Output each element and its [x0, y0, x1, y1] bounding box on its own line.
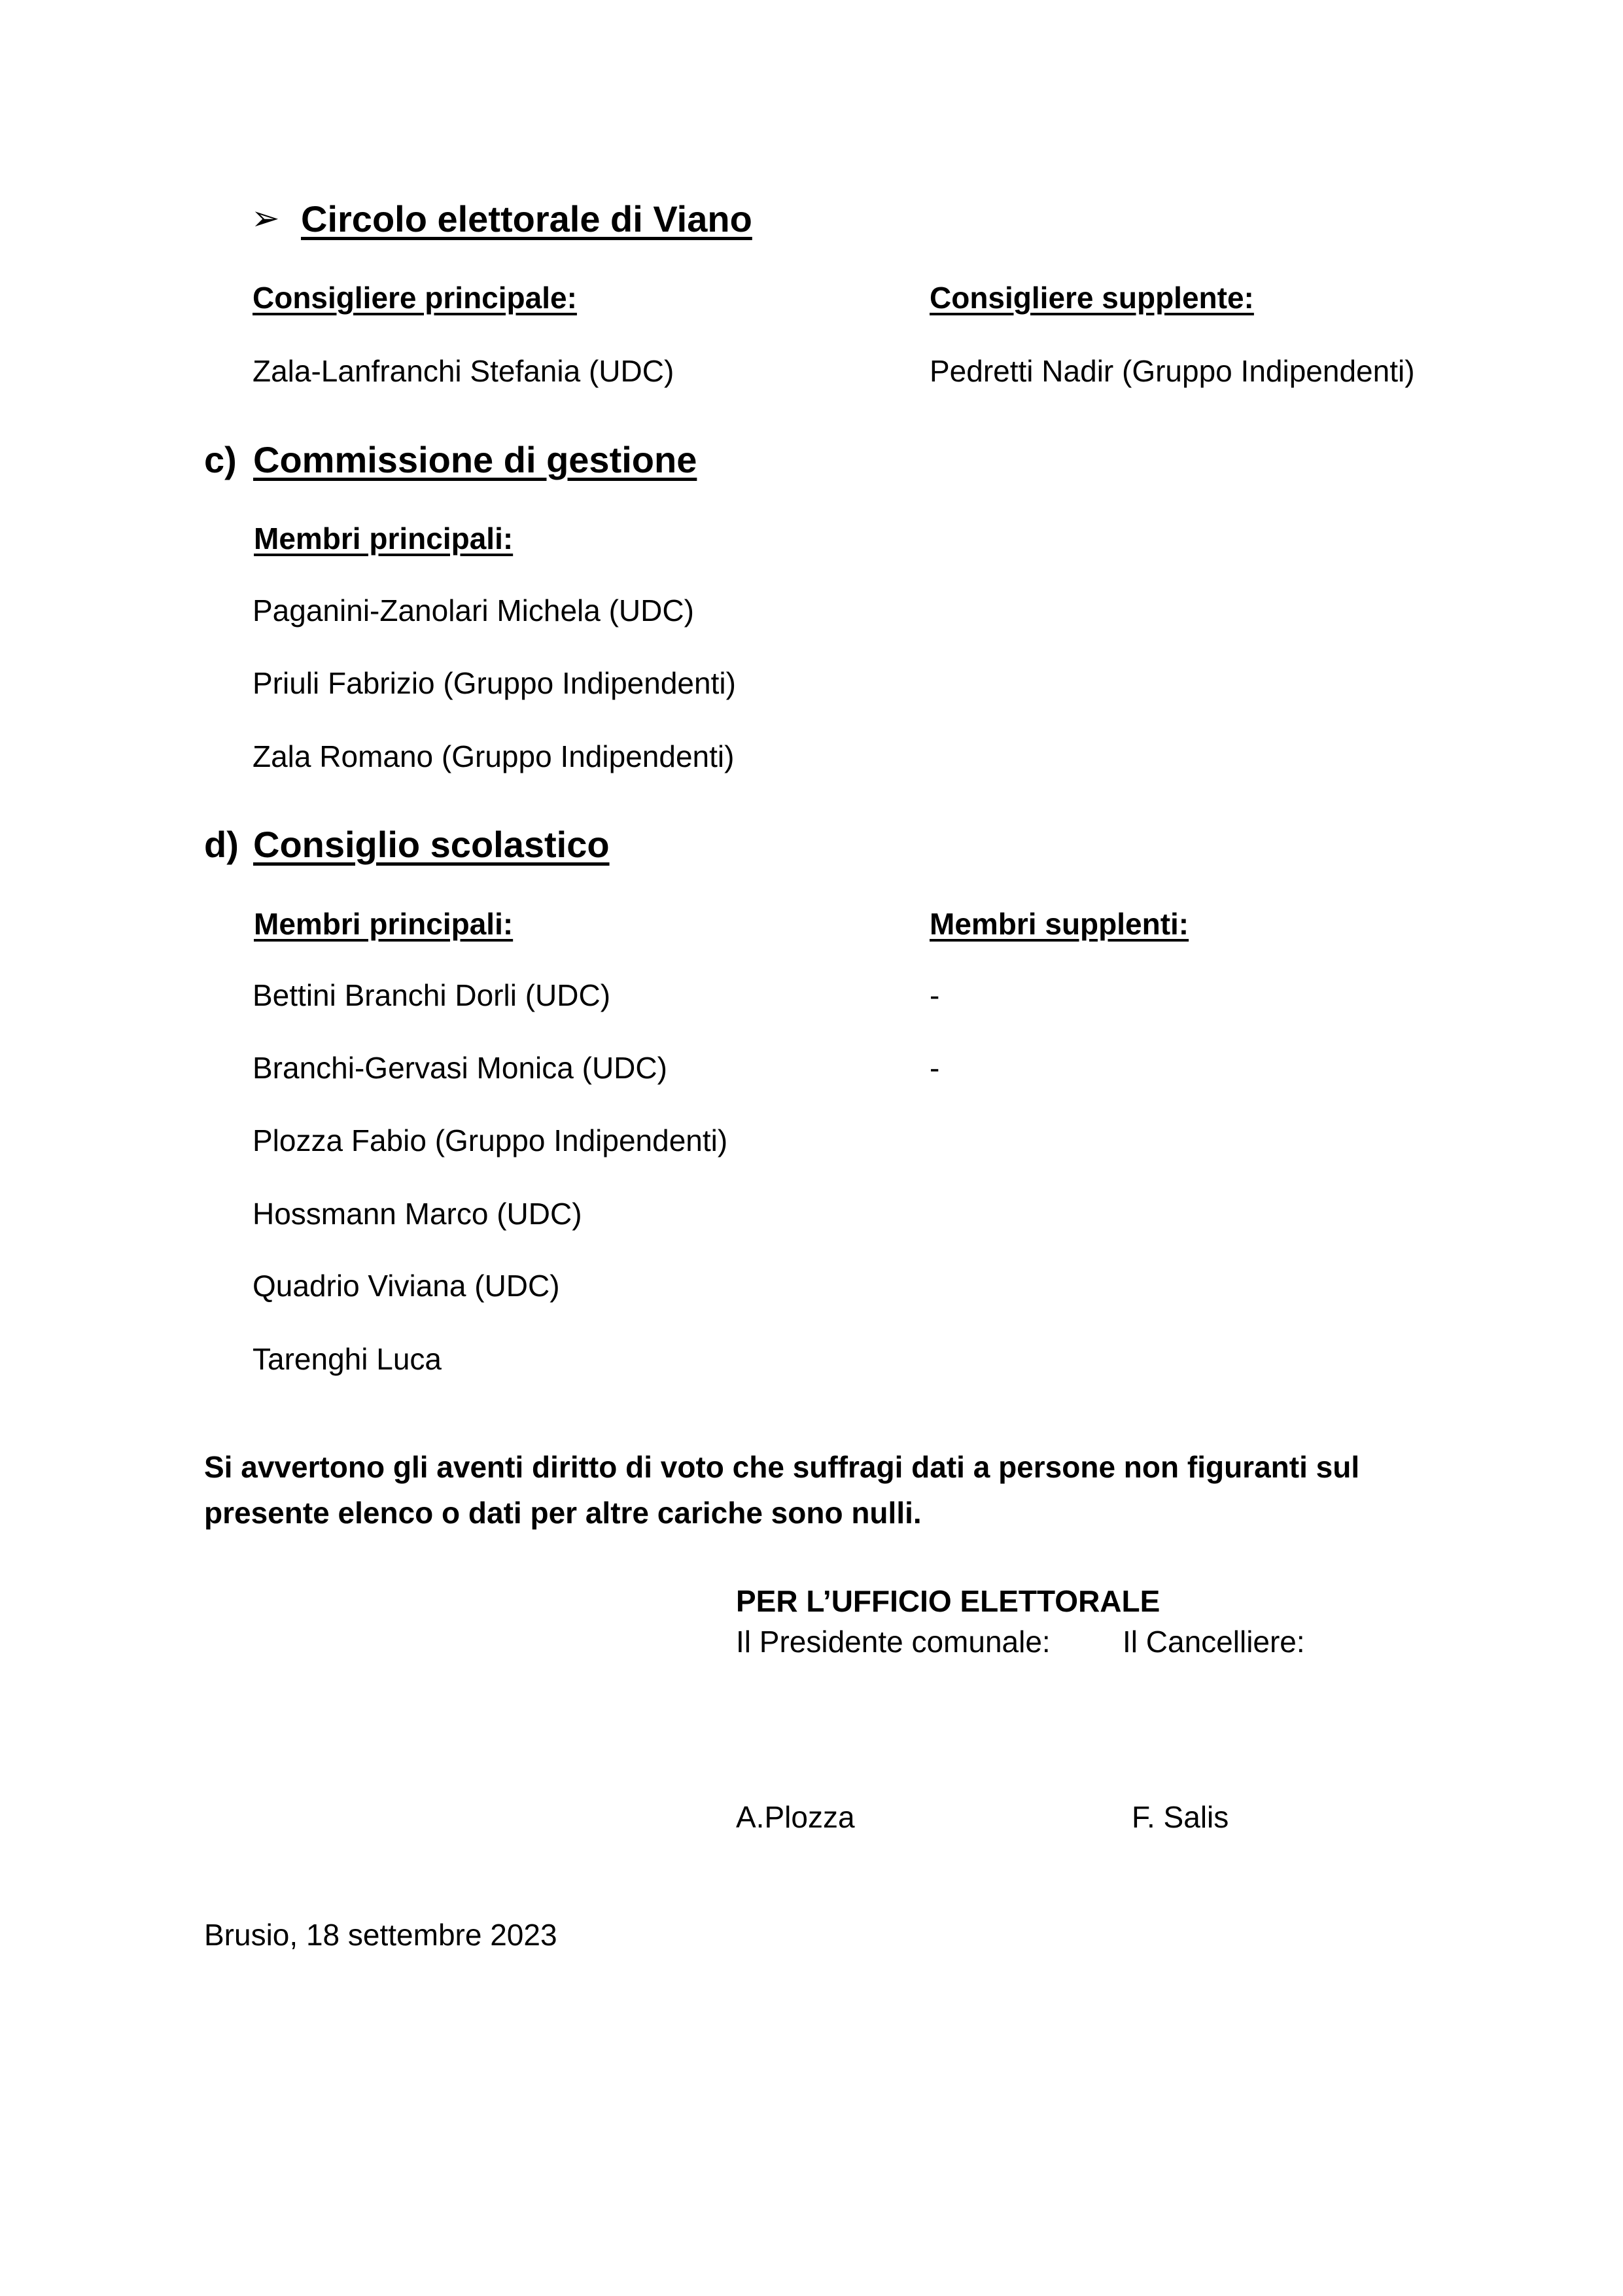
president-label: Il Presidente comunale:: [736, 1625, 1051, 1659]
consiglio-principali-label: Membri principali:: [254, 907, 514, 941]
consiglio-principale-member: Plozza Fabio (Gruppo Indipendenti): [253, 1123, 728, 1157]
section-letter-d: d): [204, 824, 239, 865]
consiglio-principale-member: Hossmann Marco (UDC): [253, 1197, 582, 1231]
section-title-circolo: Circolo elettorale di Viano: [301, 198, 752, 239]
clerk-name: F. Salis: [1132, 1800, 1229, 1834]
bullet-arrow-icon: ➢: [251, 200, 280, 238]
notice-line-1: Si avvertono gli aventi diritto di voto che suffragi dati a persone non figuranti sul: [204, 1450, 1360, 1484]
office-heading: PER L’UFFICIO ELETTORALE: [736, 1584, 1161, 1618]
president-name: A.Plozza: [736, 1800, 855, 1834]
section-title-consiglio: Consiglio scolastico: [253, 824, 610, 865]
consiglio-principale-member: Branchi-Gervasi Monica (UDC): [253, 1051, 667, 1085]
consigliere-principale-label: Consigliere principale:: [253, 281, 577, 315]
clerk-label: Il Cancelliere:: [1123, 1625, 1305, 1659]
consigliere-principale-name: Zala-Lanfranchi Stefania (UDC): [253, 354, 674, 388]
consiglio-supplente-member: -: [930, 978, 940, 1012]
consiglio-supplente-member: -: [930, 1051, 940, 1085]
consigliere-supplente-name: Pedretti Nadir (Gruppo Indipendenti): [930, 354, 1415, 388]
notice-line-2: presente elenco o dati per altre cariche sono nulli.: [204, 1496, 922, 1530]
consiglio-principale-member: Tarenghi Luca: [253, 1342, 442, 1376]
commissione-member: Priuli Fabrizio (Gruppo Indipendenti): [253, 666, 736, 700]
commissione-member: Zala Romano (Gruppo Indipendenti): [253, 739, 735, 773]
consiglio-principale-member: Quadrio Viviana (UDC): [253, 1269, 560, 1303]
commissione-member: Paganini-Zanolari Michela (UDC): [253, 593, 694, 627]
consiglio-principale-member: Bettini Branchi Dorli (UDC): [253, 978, 611, 1012]
section-letter-c: c): [204, 439, 237, 480]
commissione-principali-label: Membri principali:: [254, 521, 514, 556]
consiglio-supplenti-label: Membri supplenti:: [930, 907, 1189, 941]
consigliere-supplente-label: Consigliere supplente:: [930, 281, 1254, 315]
place-date: Brusio, 18 settembre 2023: [204, 1918, 557, 1952]
section-title-commissione: Commissione di gestione: [253, 439, 697, 480]
